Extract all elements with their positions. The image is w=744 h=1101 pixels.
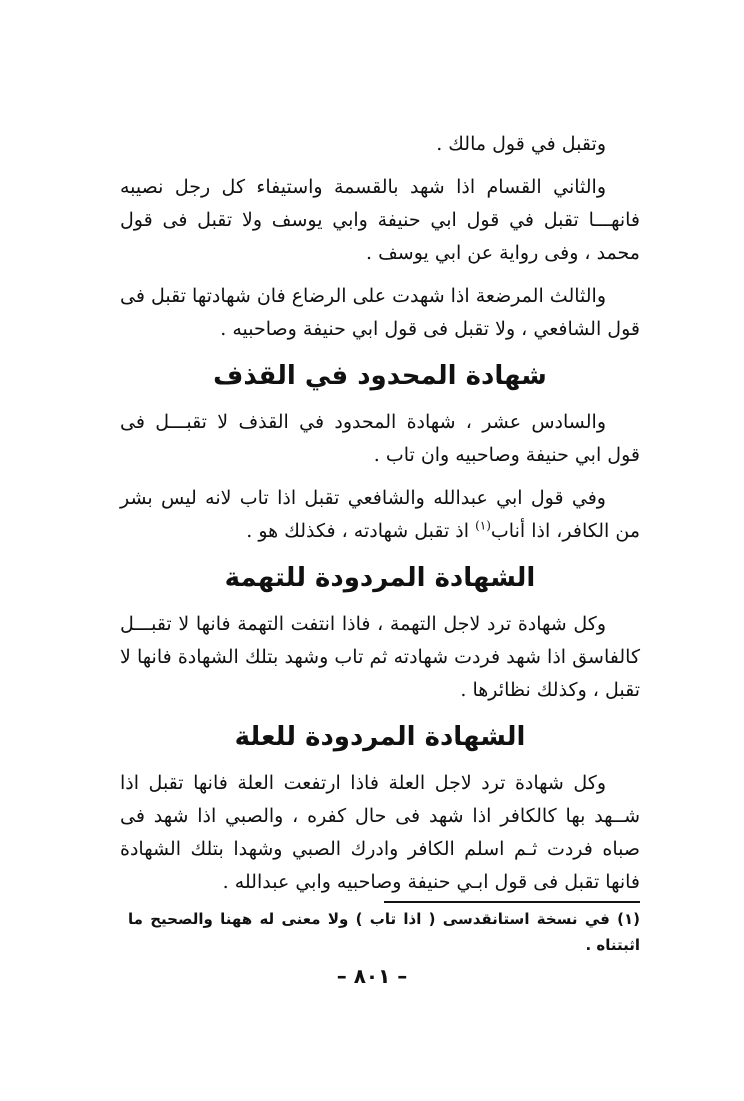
paragraph-illa: وكل شهادة ترد لاجل العلة فاذا ارتفعت العلة فانها تقبل اذا شــهد بها كالكافر اذا شهد فى حال كفره ، والصبي اذا شهد فى صباه فردت ثـم اسلم الكافر وادرك الصبي وشهدا بتلك الشهادة فانها تقبل فى قول ابـي حنيفة وصاحبيه وابي عبدالله . xyxy=(120,772,640,893)
paragraph-malik: وتقبل في قول مالك . xyxy=(436,133,606,155)
page-number: – ٨٠١ – xyxy=(336,964,408,988)
paragraph-abu-abdullah-part1: وفي قول ابي عبدالله والشافعي تقبل اذا تاب لانه ليس بشر من الكافر، اذا أناب xyxy=(120,487,640,542)
page-body xyxy=(120,128,640,909)
heading-mahdud-fil-qadhf: شهادة المحدود في القذف xyxy=(213,361,547,391)
heading-mardouda-tuhma: الشهادة المردودة للتهمة xyxy=(224,563,536,593)
paragraph-qassam: والثاني القسام اذا شهد بالقسمة واستيفاء كل رجل نصيبه فانهـــا تقبل في قول ابي حنيفة وابي يوسف ولا تقبل فى قول محمد ، وفى رواية عن ابي يوسف . xyxy=(120,176,640,264)
paragraph-abu-abdullah-part2: اذ تقبل شهادته ، فكذلك هو . xyxy=(246,520,476,542)
paragraph-sixteenth: والسادس عشر ، شهادة المحدود في القذف لا تقبـــل فى قول ابي حنيفة وصاحبيه وان تاب . xyxy=(120,411,640,466)
footnote-reference-mark: (١) xyxy=(475,518,491,533)
heading-mardouda-illa: الشهادة المردودة للعلة xyxy=(234,722,526,752)
paragraph-tuhma: وكل شهادة ترد لاجل التهمة ، فاذا انتفت التهمة فانها لا تقبـــل كالفاسق اذا شهد فردت شهادته ثم تاب وشهد بتلك الشهادة فانها لا تقبل ، وكذلك نظائرها . xyxy=(120,613,640,701)
paragraph-abu-abdullah xyxy=(120,482,640,548)
footnote-divider xyxy=(384,901,640,903)
footnote: (١) في نسخة استانقدسى ( اذا تاب ) ولا معنى له ههنا والصحيح ما اثبتناه . xyxy=(128,910,640,954)
paragraph-murdia: والثالث المرضعة اذا شهدت على الرضاع فان شهادتها تقبل فى قول الشافعي ، ولا تقبل فى قول ابي حنيفة وصاحبيه . xyxy=(120,285,640,340)
